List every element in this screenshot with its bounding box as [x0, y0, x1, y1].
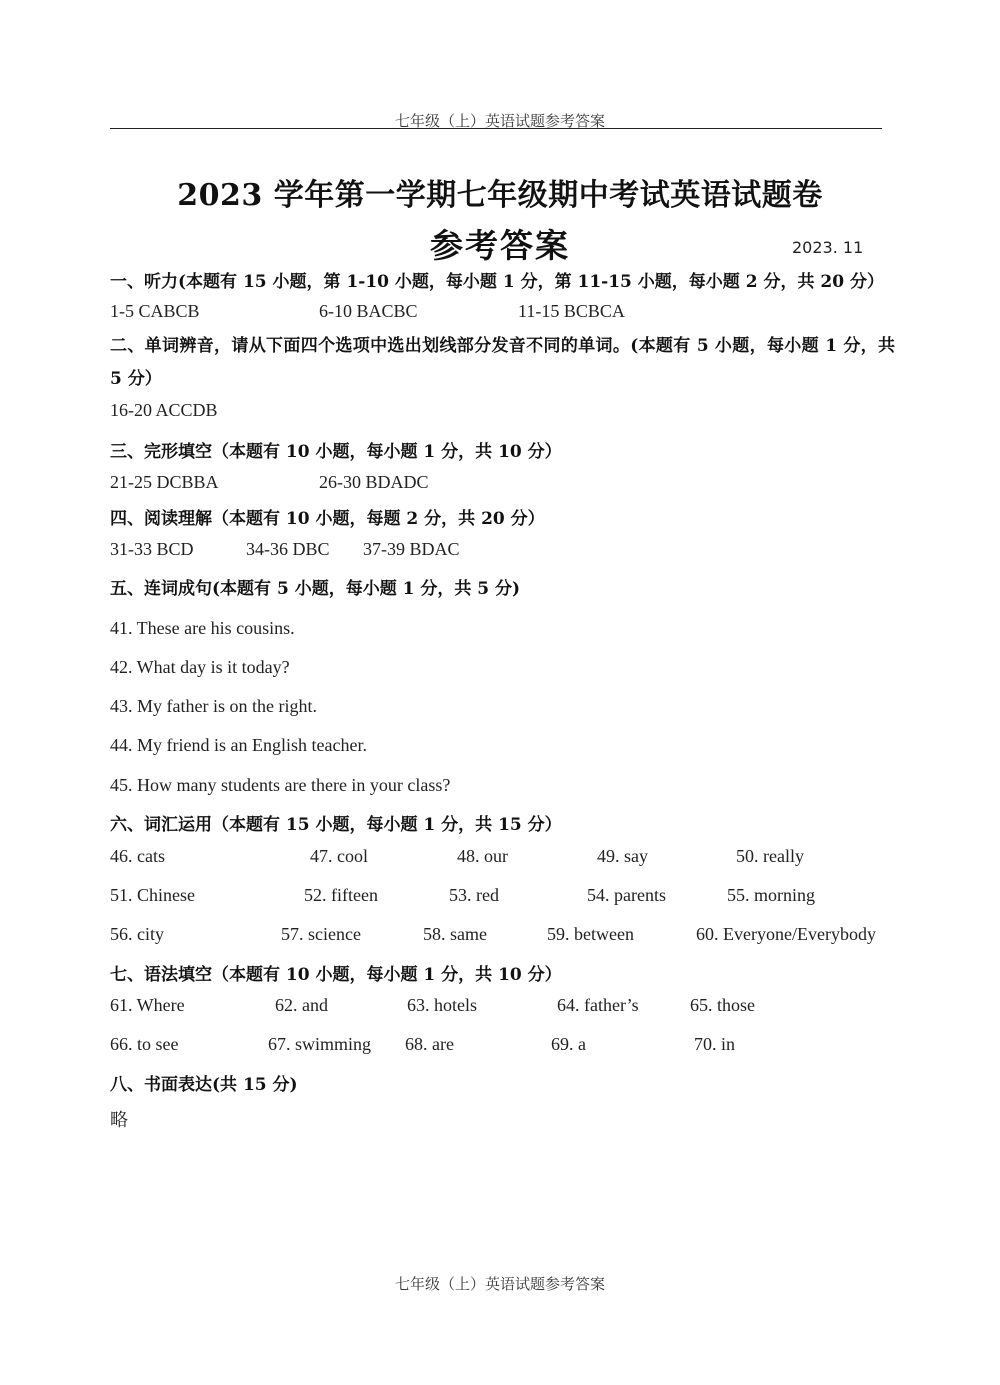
answer-cell: 37-39 BDAC	[363, 539, 460, 559]
answer-cell: 26-30 BDADC	[319, 472, 429, 492]
answer-cell: 44. My friend is an English teacher.	[110, 735, 367, 755]
answer-cell: 31-33 BCD	[110, 539, 194, 559]
answer-cell: 67. swimming	[268, 1034, 372, 1054]
section-heading-cloze: 三、完形填空（本题有 10 小题，每小题 1 分，共 10 分）	[110, 442, 562, 462]
answer-cell: 69. a	[551, 1034, 586, 1054]
answer-cell: 16-20 ACCDB	[110, 400, 218, 420]
answer-cell: 42. What day is it today?	[110, 657, 290, 677]
answer-cell: 65. those	[690, 995, 755, 1015]
answer-cell: 61. Where	[110, 995, 185, 1015]
exam-date: 2023. 11	[792, 238, 864, 257]
section-heading-listening: 一、听力(本题有 15 小题，第 1-10 小题，每小题 1 分，第 11-15 小题，每小题 2 分，共 20 分）	[110, 272, 884, 292]
answer-cell: 57. science	[281, 924, 361, 944]
answer-cell: 66. to see	[110, 1034, 179, 1054]
answer-cell: 49. say	[597, 846, 648, 866]
answer-cell: 60. Everyone/Everybody	[696, 924, 876, 944]
running-header: 七年级（上）英语试题参考答案	[394, 112, 605, 130]
section-heading-reading: 四、阅读理解（本题有 10 小题，每题 2 分，共 20 分）	[110, 509, 545, 529]
answer-cell: 11-15 BCBCA	[518, 301, 625, 321]
answer-cell: 62. and	[275, 995, 328, 1015]
section-heading-pronunciation: 二、单词辨音，请从下面四个选项中选出划线部分发音不同的单词。(本题有 5 小题，每小题 1 分，共 5 分）	[110, 336, 895, 389]
page-title: 2023 学年第一学期七年级期中考试英语试题卷	[177, 178, 823, 213]
page-subtitle: 参考答案	[430, 226, 570, 265]
answer-cell: 58. same	[423, 924, 487, 944]
answer-cell: 70. in	[694, 1034, 736, 1054]
answer-cell: 59. between	[547, 924, 634, 944]
answer-cell: 46. cats	[110, 846, 165, 866]
page-footer: 七年级（上）英语试题参考答案	[394, 1275, 605, 1293]
answer-cell: 45. How many students are there in your class?	[110, 775, 451, 795]
answer-cell: 63. hotels	[407, 995, 477, 1015]
answer-cell: 56. city	[110, 924, 164, 944]
header-rule	[110, 128, 882, 129]
answer-cell: 53. red	[449, 885, 499, 905]
answer-cell: 21-25 DCBBA	[110, 472, 219, 492]
section-heading-sentence-building: 五、连词成句(本题有 5 小题，每小题 1 分，共 5 分)	[110, 579, 521, 599]
answer-cell: 64. father’s	[557, 995, 639, 1015]
answer-cell: 52. fifteen	[304, 885, 378, 905]
answer-cell: 43. My father is on the right.	[110, 696, 317, 716]
answer-cell: 6-10 BACBC	[319, 301, 418, 321]
answer-cell: 41. These are his cousins.	[110, 618, 295, 638]
section-heading-grammar: 七、语法填空（本题有 10 小题，每小题 1 分，共 10 分）	[110, 965, 562, 985]
answer-cell: 47. cool	[310, 846, 368, 866]
section-heading-vocabulary: 六、词汇运用（本题有 15 小题，每小题 1 分，共 15 分）	[110, 815, 562, 835]
answer-cell: 略	[110, 1110, 128, 1130]
answer-cell: 1-5 CABCB	[110, 301, 200, 321]
answer-cell: 50. really	[736, 846, 804, 866]
answer-cell: 34-36 DBC	[246, 539, 330, 559]
answer-cell: 55. morning	[727, 885, 815, 905]
section-heading-writing: 八、书面表达(共 15 分)	[110, 1075, 298, 1095]
answer-cell: 48. our	[457, 846, 508, 866]
answer-cell: 54. parents	[587, 885, 666, 905]
answer-cell: 68. are	[405, 1034, 454, 1054]
answer-cell: 51. Chinese	[110, 885, 195, 905]
